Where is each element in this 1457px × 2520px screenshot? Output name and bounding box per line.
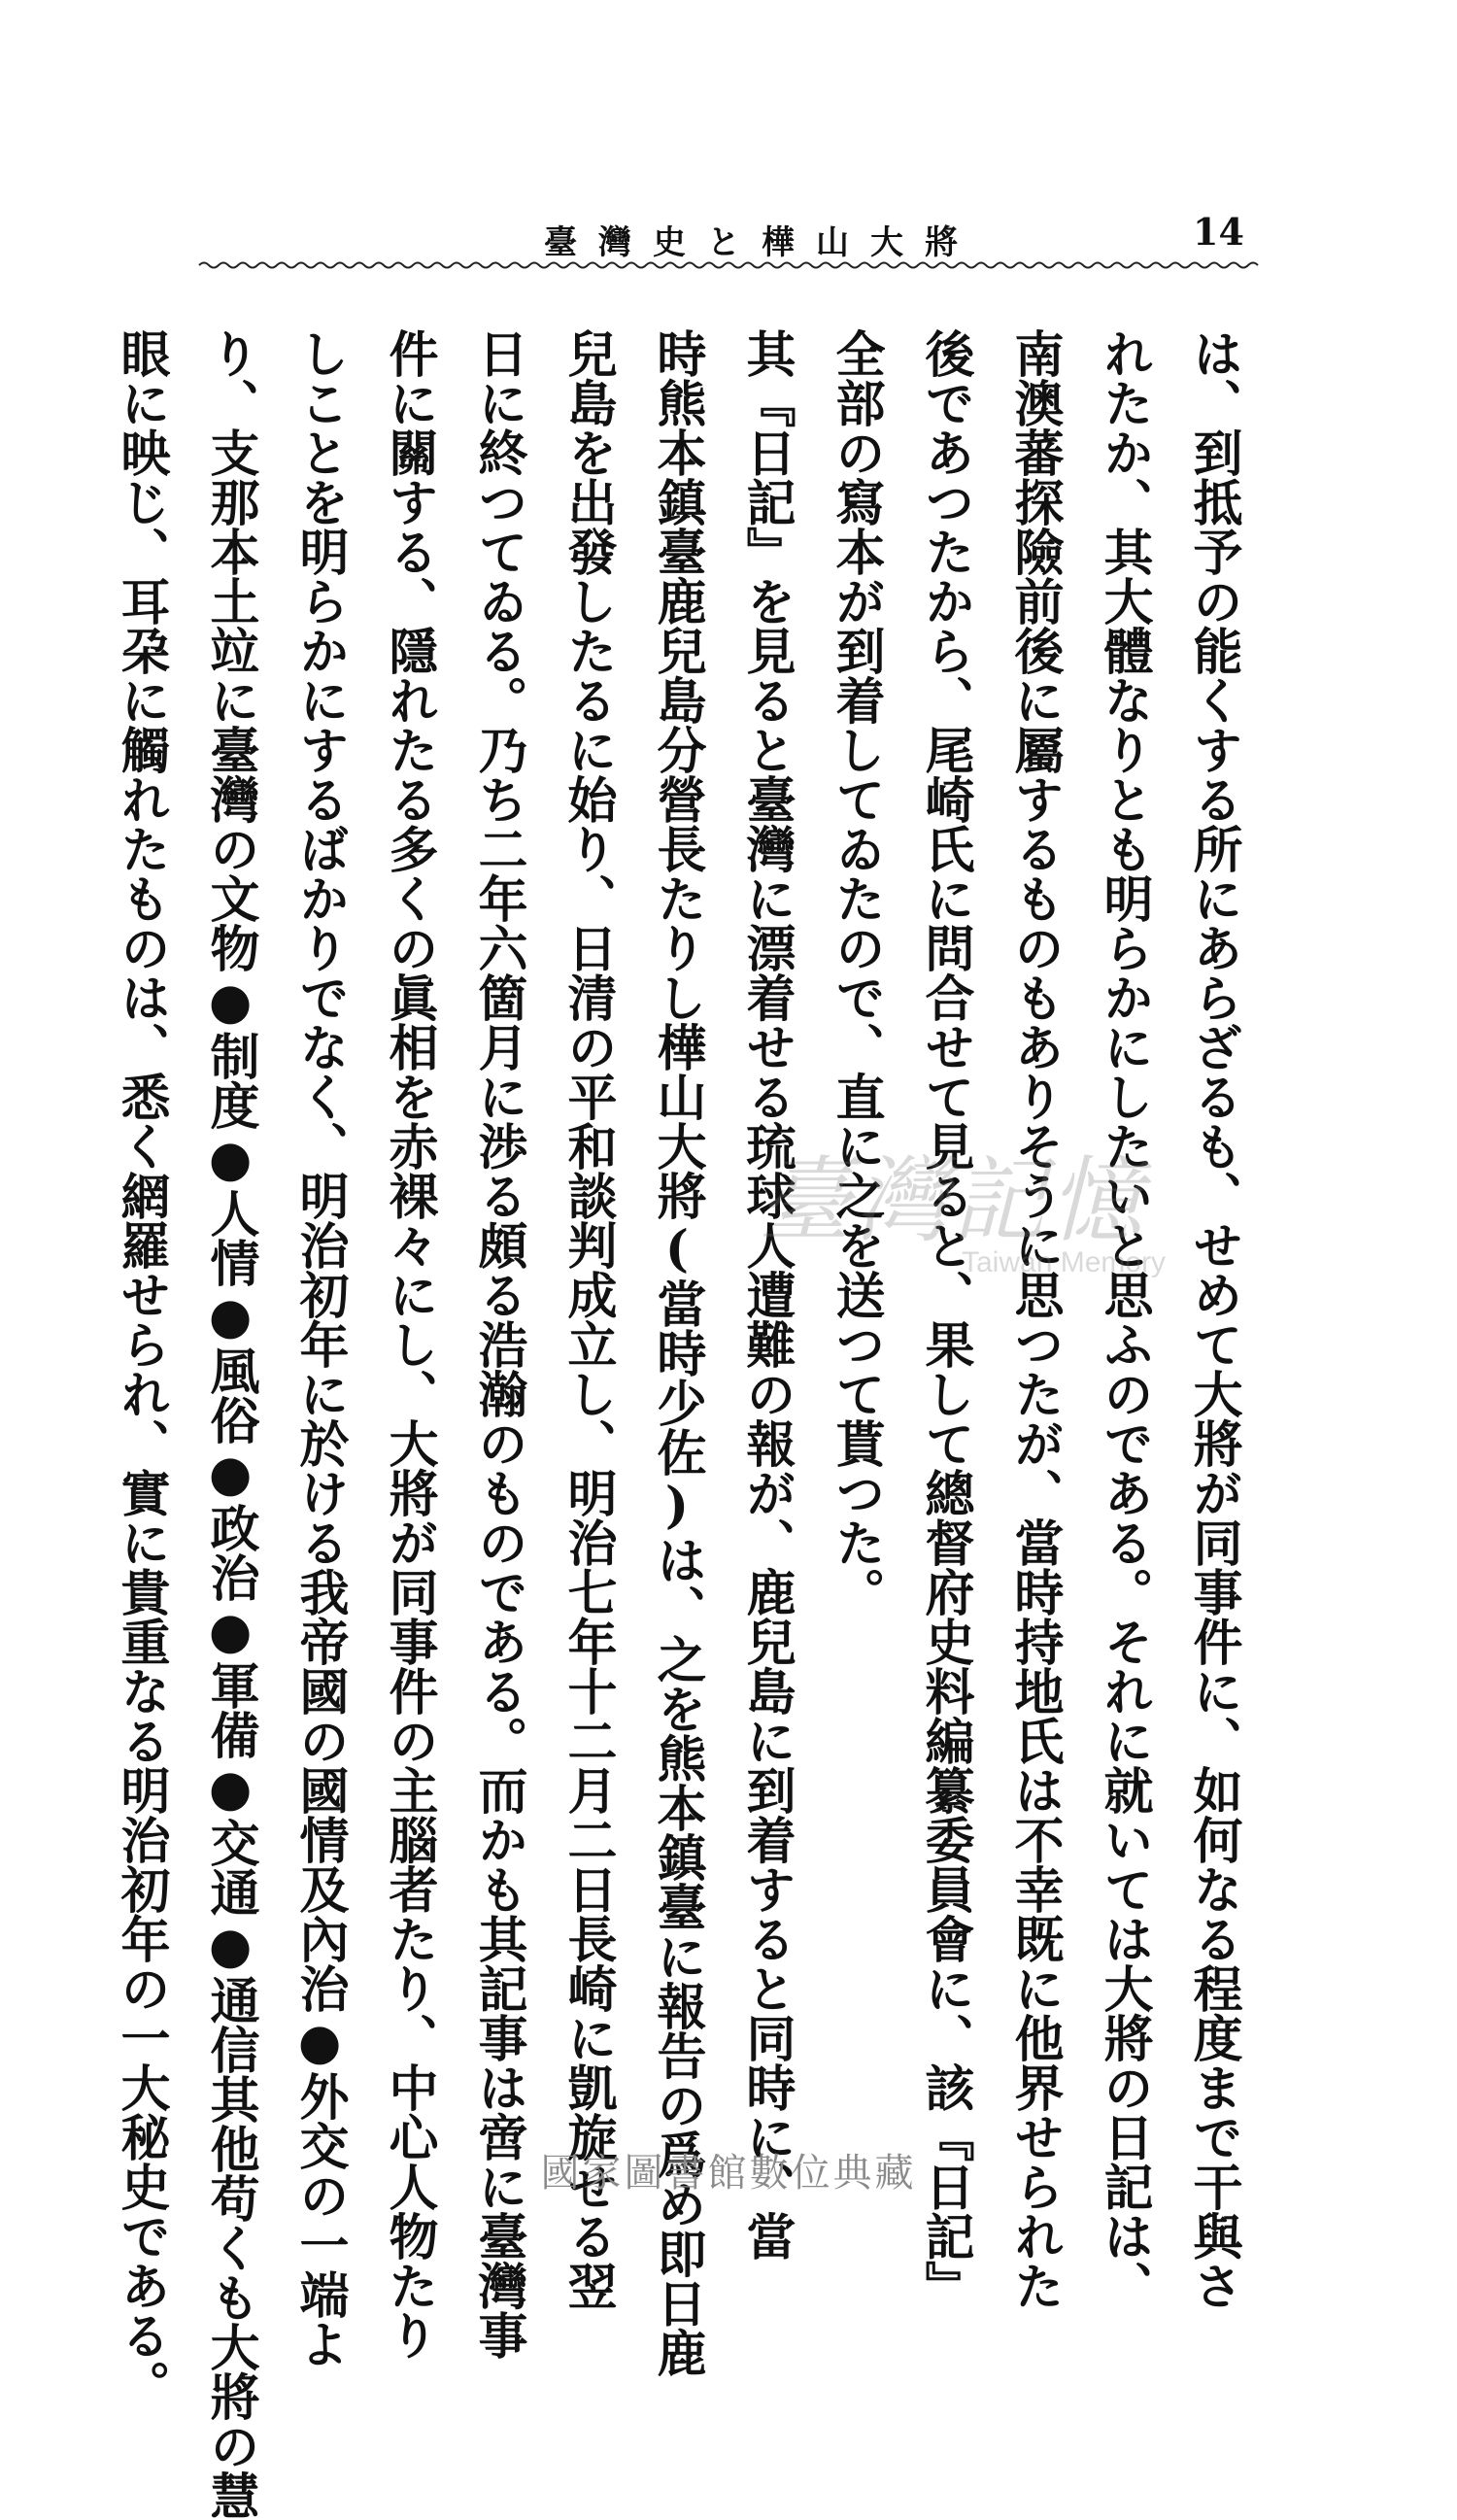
text-line: 其『日記』を見ると臺灣に漂着せる琉球人遭難の報が、鹿兒島に到着すると同時に、當: [737, 328, 796, 2261]
library-footer: 國家圖書館數位典藏: [540, 2151, 917, 2196]
page-number: 14: [1193, 210, 1244, 254]
text-line: 時熊本鎮臺鹿兒島分營長たりし樺山大將(當時少佐)は、之を熊本鎮臺に報告の爲め即日鹿: [648, 328, 706, 2377]
running-title: 臺灣史と樺山大將: [544, 223, 979, 262]
paragraph-1: [811, 328, 1258, 2310]
text-line: れたか、其大體なりとも明らかにしたいと思ふのである。それに就いては大將の日記は、: [1095, 328, 1153, 2310]
text-line: は、到抵予の能くする所にあらざるも、せめて大將が同事件に、如何なる程度まで干與さ: [1184, 328, 1242, 2310]
text-line: しことを明らかにするばかりでなく、明治初年に於ける我帝國の國情及內治●外交の一端よ: [290, 328, 349, 2368]
text-line: 後であつたから、尾崎氏に問合せて見ると、果して總督府史料編纂委員會に、該『日記』: [916, 328, 974, 2310]
text-line: 兒島を出發したるに始り、日清の平和談判成立し、明治七年十二月二日長崎に凱旋せる翌: [559, 328, 617, 2310]
text-line: 南澳蕃探險前後に屬するものもありそうに思つたが、當時持地氏は不幸既に他界せられた: [1005, 328, 1064, 2310]
text-line: 日に終つてゐる。乃ち二年六箇月に渉る頗る浩瀚のものである。而かも其記事は啻に臺灣事: [469, 328, 527, 2360]
text-line: 眼に映じ、耳朶に觸れたものは、悉く網羅せられ、實に貴重なる明治初年の一大秘史である。: [112, 328, 170, 2409]
text-line: 全部の寫本が到着してゐたので、直に之を送つて貰つた。: [827, 328, 885, 1617]
text-line: り、支那本土竝に臺灣の文物●制度●人情●風俗●政治●軍備●交通●通信其他苟くも大將の慧: [201, 328, 259, 2520]
text-line: 件に關する、隱れたる多くの眞相を赤裸々にし、大將が同事件の主腦者たり、中心人物たり: [380, 328, 438, 2360]
watermark-logo: 臺灣記憶: [758, 1146, 1146, 1255]
watermark-subtitle: Taiwan Memory: [962, 1246, 1167, 1278]
header-wavy-rule: [199, 260, 1258, 270]
